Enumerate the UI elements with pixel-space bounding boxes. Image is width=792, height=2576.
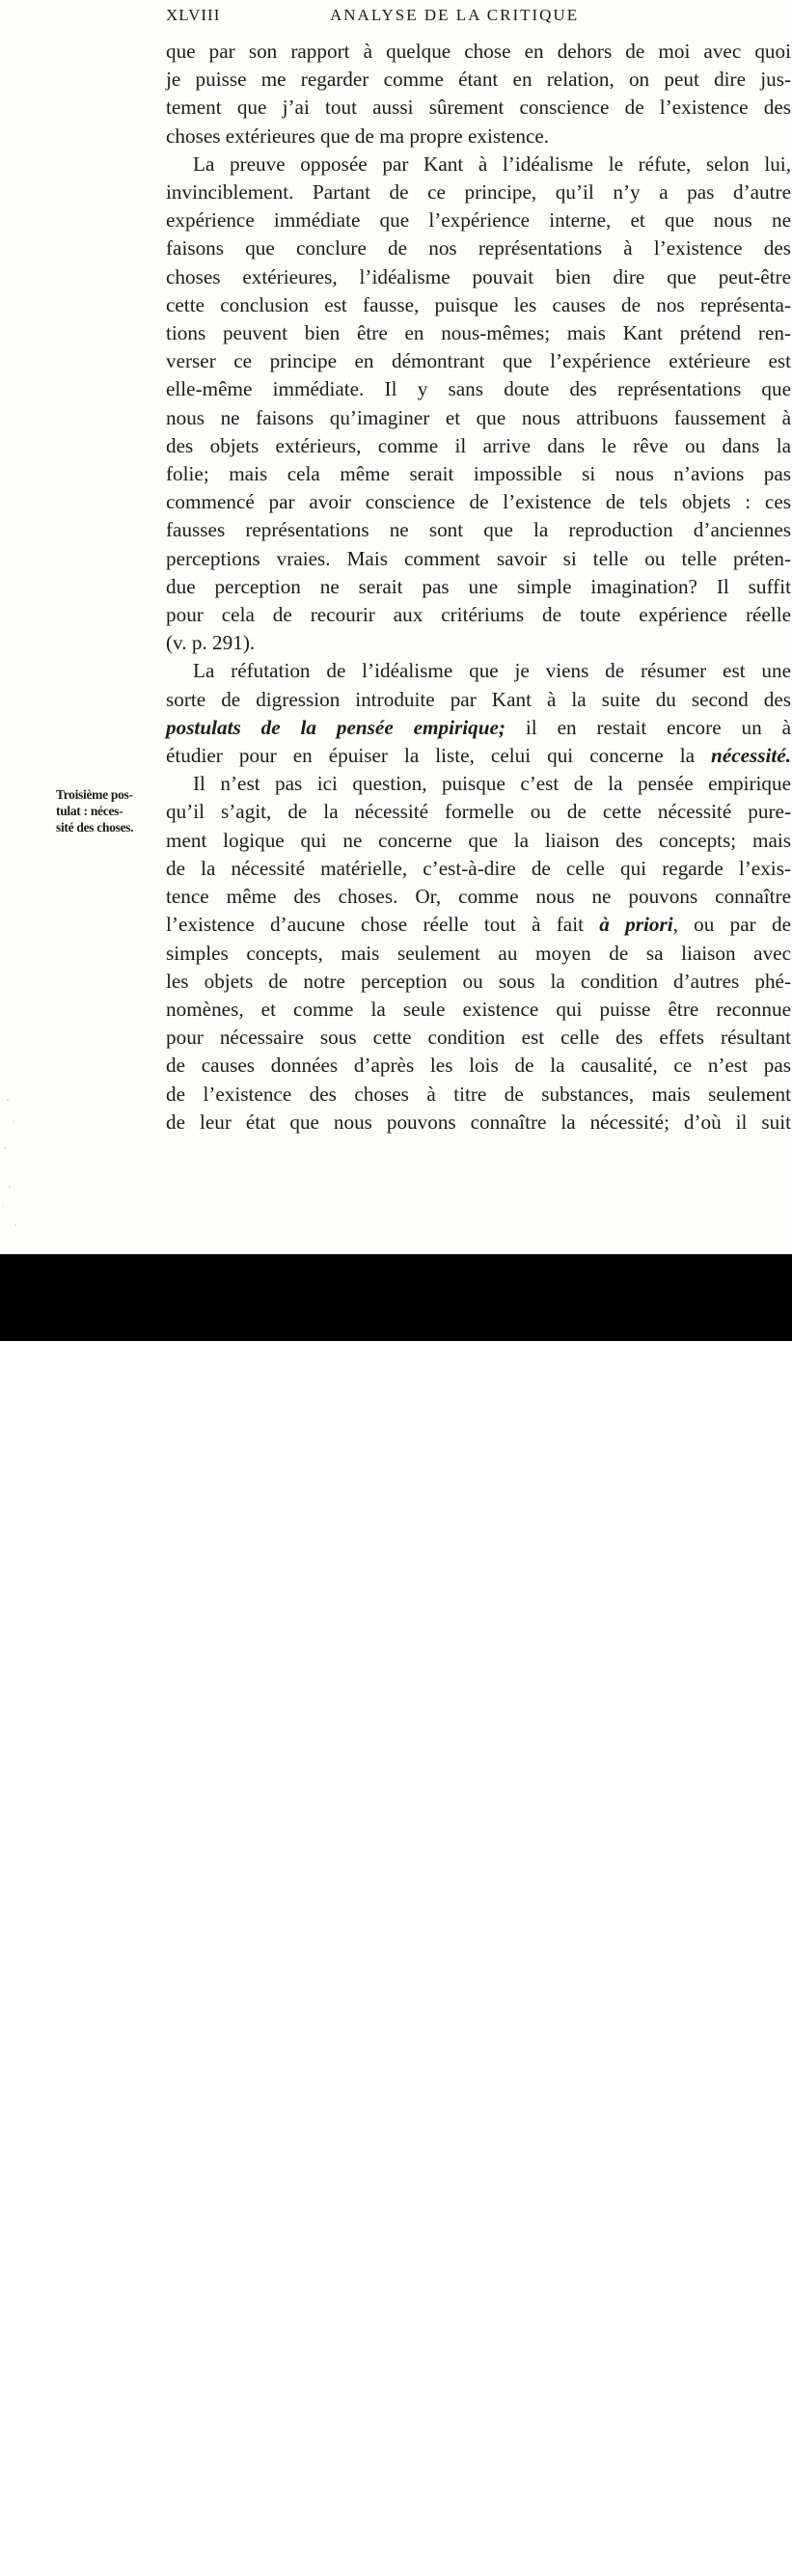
scan-specks — [0, 1061, 68, 1254]
stock-url: www.alamy.com — [626, 2555, 744, 2573]
text-line: de l’existence des choses à titre de substances, mais seulement — [166, 1082, 791, 1106]
text-line: de la nécessité matérielle, c’est-à-dire de celle qui regarde l’exis- — [166, 856, 791, 880]
text-line: fausses représentations ne sont que la reproduction d’anciennes — [166, 518, 791, 542]
text-line: que par son rapport à quelque chose en dehors de moi avec quoi — [166, 40, 791, 63]
margin-note — [56, 786, 164, 836]
text-line: nous ne faisons qu’imaginer et que nous attribuons faussement à — [166, 405, 791, 429]
text-line: des objets extérieurs, comme il arrive dans le rêve ou dans la — [166, 433, 791, 457]
text-line: je puisse me regarder comme étant en relation, on peut dire jus- — [166, 68, 791, 92]
text-line: l’existence d’aucune chose réelle tout à fait à priori, ou par de — [166, 913, 791, 937]
text-line: tions peuvent bien être en nous-mêmes; mais Kant prétend ren- — [166, 321, 791, 345]
text-line: folie; mais cela même serait impossible si nous n’avions pas — [166, 462, 791, 486]
text-line: due perception ne serait pas une simple imagination? Il suffit — [166, 574, 791, 598]
margin-note-line: tulat : néces- — [56, 804, 123, 818]
text-line: nomènes, et comme la seule existence qui puisse être reconnue — [166, 997, 791, 1021]
text-line: les objets de notre perception ou sous la condition d’autres phé- — [166, 969, 791, 993]
text-line: cette conclusion est fausse, puisque les causes de nos représenta- — [166, 292, 791, 316]
text-line: verser ce principe en démontrant que l’expérience extérieure est — [166, 349, 791, 373]
text-line: Il n’est pas ici question, puisque c’est de la pensée empirique — [193, 772, 791, 796]
text-line: simples concepts, mais seulement au moyen de sa liaison avec — [166, 941, 791, 965]
margin-note-line: sité des choses. — [56, 820, 134, 835]
page-header — [166, 4, 792, 29]
text-line: de leur état que nous pouvons connaître la nécessité; d’où il suit — [166, 1110, 791, 1134]
text-line: expérience immédiate que l’expérience interne, et que nous ne — [166, 208, 791, 233]
text-line: pour cela de recourir aux critériums de toute expérience réelle — [166, 603, 791, 627]
margin-note-line: Troisième pos- — [56, 787, 133, 802]
watermark-bar — [0, 1254, 792, 2575]
text-line: commencé par avoir conscience de l’existence de tels objets : ces — [166, 490, 791, 514]
text-line: ment logique qui ne concerne que la liaison des concepts; mais — [166, 828, 791, 852]
text-line: elle-même immédiate. Il y sans doute des représentations que — [166, 377, 791, 401]
text-line: étudier pour en épuiser la liste, celui qui concerne la nécessité. — [166, 744, 791, 768]
text-line: postulats de la pensée empirique; il en restait encore un à — [166, 715, 791, 739]
body-text — [166, 38, 791, 1137]
running-title: ANALYSE DE LA CRITIQUE — [330, 6, 580, 24]
text-line: invinciblement. Partant de ce principe, qu’il n’y a pas d’autre — [166, 180, 791, 205]
text-line: de causes données d’après les lois de la causalité, ce n’est pas — [166, 1054, 791, 1078]
text-line: (v. p. 291). — [166, 631, 256, 655]
page-number: XLVIII — [166, 6, 221, 24]
text-line: La preuve opposée par Kant à l’idéalisme le réfute, selon lui, — [193, 151, 791, 176]
text-line: La réfutation de l’idéalisme que je viens de résumer est une — [193, 659, 791, 683]
image-id: JE8ADN — [671, 2530, 744, 2550]
text-line: qu’il s’agit, de la nécessité formelle ou de cette nécessité pure- — [166, 800, 791, 824]
text-line: choses extérieures que de ma propre existence. — [166, 123, 550, 148]
text-line: tement que j’ai tout aussi sûrement conscience de l’existence des — [166, 96, 791, 120]
text-line: choses extérieures, l’idéalisme pouvait bien dire que peut-être — [166, 264, 791, 288]
book-page — [0, 0, 792, 1254]
text-line: faisons que conclure de nos représentations à l’existence des — [166, 236, 791, 260]
text-line: sorte de digression introduite par Kant à la suite du second des — [166, 687, 791, 711]
text-line: perceptions vraies. Mais comment savoir si telle ou telle préten- — [166, 546, 791, 570]
alamy-logo: alamy — [21, 2525, 143, 2575]
text-line: tence même des choses. Or, comme nous ne pouvons connaître — [166, 885, 791, 909]
text-line: pour nécessaire sous cette condition est celle des effets résultant — [166, 1026, 791, 1050]
